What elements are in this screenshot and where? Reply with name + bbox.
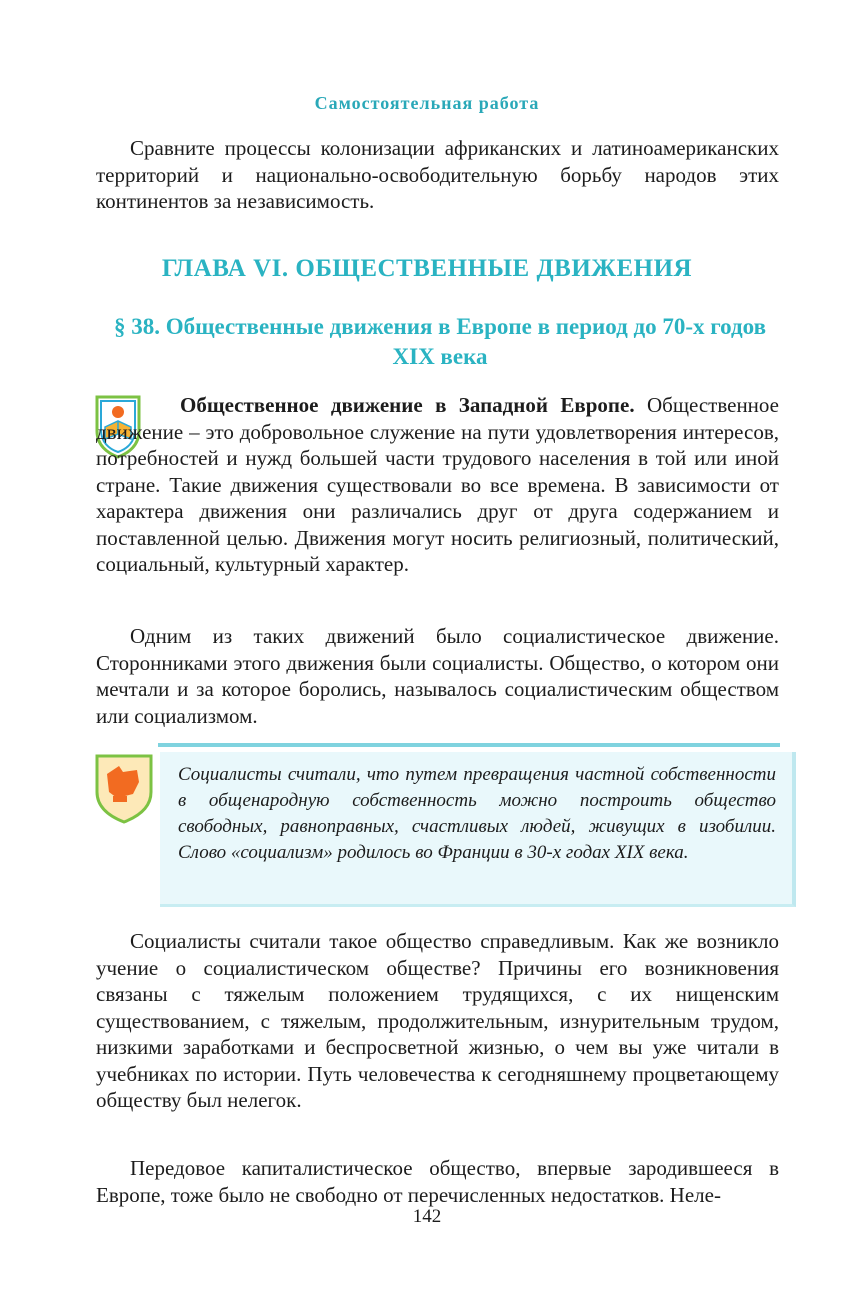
- socialist-paragraph: Одним из таких движений было социалистическое движение. Сторонниками этого движения были социалисты. Общество, о котором они мечтали и за которое боролись, называлось социалистическим обществом или социализмом.: [96, 624, 779, 728]
- movement-text: Общественное движение – это добровольное служение на пути удовлетворения интересов, потребностей и нужд большей части трудового населения в той или иной стране. Такие движения существовали во все времена. В зависимости от характера движения они различались друг от друга содержанием и поставленной целью. Движения могут носить религиозный, политический, социальный, культурный характер.: [96, 393, 779, 576]
- note-rule: [158, 743, 780, 747]
- after-note-paragraph: Социалисты считали такое общество справедливым. Как же возникло учение о социалистическом обществе? Причины его возникновения связаны с тяжелым положением трудящихся, с их нищенским существованием, с тяжелым, продолжительным, изнурительным трудом, низкими заработками и беспросветной жизнью, о чем вы уже читали в учебниках по истории. Путь человечества к сегодняшнему процветающему обществу был нелегок.: [96, 929, 779, 1112]
- movement-paragraph: [96, 392, 779, 578]
- section-title: § 38. Общественные движения в Европе в период до 70-х годов XIX века: [113, 314, 766, 369]
- page-number: 142: [412, 1206, 442, 1227]
- flag-note-icon: [93, 752, 155, 824]
- note-text: Социалисты считали, что путем превращения частной собственности в общенародную собственность можно построить общество свободных, равноправных, счастливых людей, живущих в изобилии. Слово «социализм» родилось во Франции в 30-х годах XIX века.: [178, 764, 776, 863]
- note-box: [160, 752, 796, 907]
- independent-work-text: Сравните процессы колонизации африканских и латиноамериканских территорий и национально-освободительную борьбу народов этих континентов за независимость.: [96, 136, 779, 213]
- last-paragraph: Передовое капиталистическое общество, впервые зародившееся в Европе, тоже было не свободно от перечисленных недостатков. Неле-: [96, 1156, 779, 1207]
- chapter-title: ГЛАВА VI. ОБЩЕСТВЕННЫЕ ДВИЖЕНИЯ: [161, 255, 693, 282]
- independent-work-heading: Самостоятельная работа: [314, 93, 540, 113]
- movement-lead: Общественное движение в Западной Европе.: [180, 393, 635, 417]
